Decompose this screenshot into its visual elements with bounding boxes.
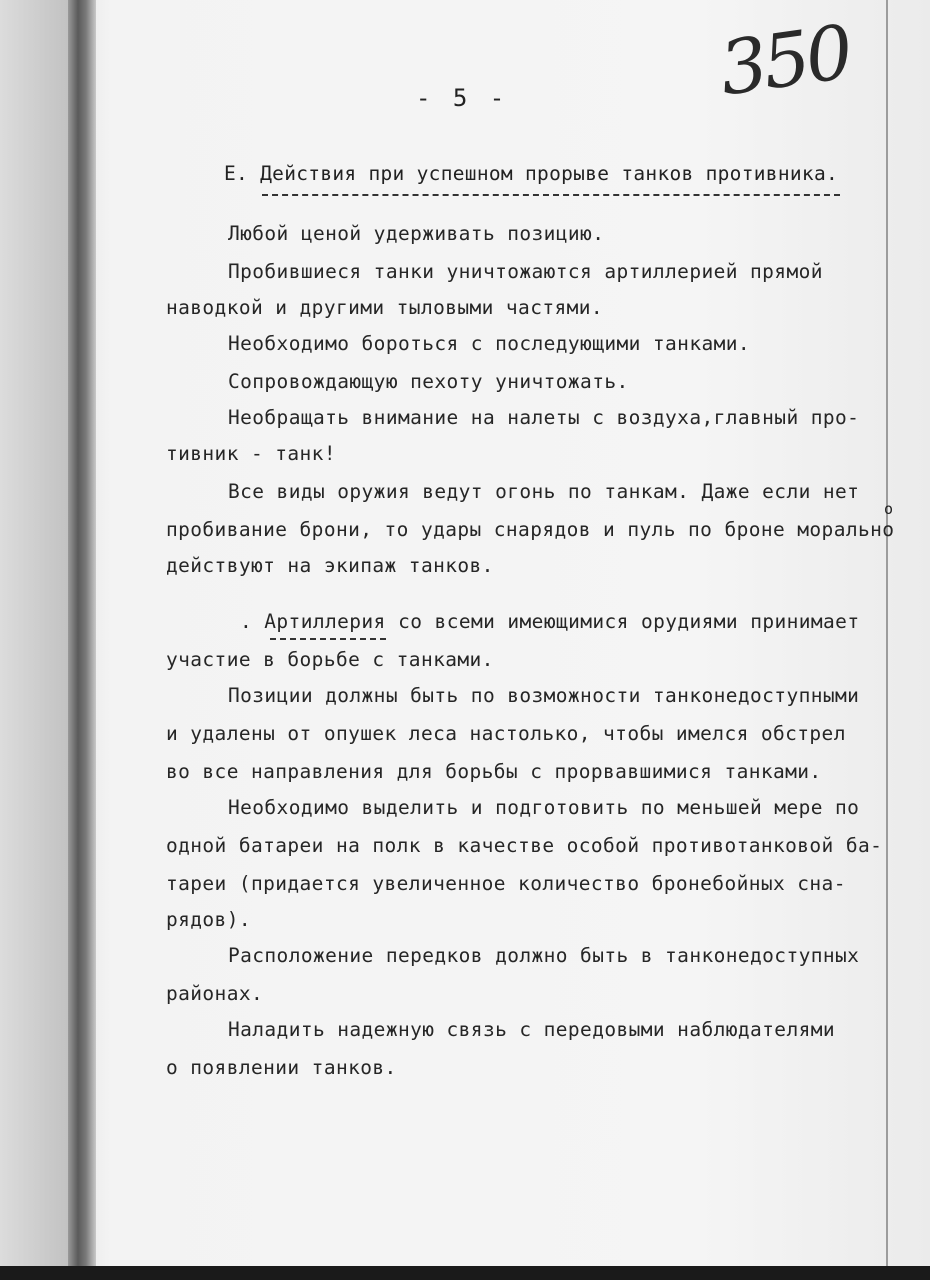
text-line: Необращать внимание на налеты с воздуха,главный про-	[228, 406, 860, 429]
text-line: участие в борьбе с танками.	[166, 648, 494, 671]
binding-shadow	[68, 0, 96, 1280]
handwritten-folio-number: 350	[714, 9, 855, 113]
text-line: Все виды оружия ведут огонь по танкам. Даже если нет	[228, 480, 860, 503]
text-line: районах.	[166, 982, 264, 1005]
text-line: Позиции должны быть по возможности танконедоступными	[228, 684, 860, 707]
text-line: Необходимо бороться с последующими танками.	[228, 332, 751, 355]
text-line: наводкой и другими тыловыми частями.	[166, 296, 604, 319]
stray-mark: о	[884, 500, 894, 518]
text-line: тивник - танк!	[166, 442, 336, 465]
page-number: - 5 -	[416, 84, 509, 112]
text-line: во все направления для борьбы с прорвавшимися танками.	[166, 760, 822, 783]
text-line: пробивание брони, то удары снарядов и пуль по броне морально	[166, 518, 895, 541]
scan-bottom-edge	[0, 1266, 930, 1280]
title-underline	[262, 194, 840, 196]
text-line: со всеми имеющимися орудиями принимает	[386, 610, 860, 633]
text-line: тареи (придается увеличенное количество бронебойных сна-	[166, 872, 846, 895]
text-line: Расположение передков должно быть в танконедоступных	[228, 944, 860, 967]
artillery-heading: . Артиллерия	[240, 610, 386, 633]
binding-edge	[0, 0, 68, 1280]
text-line: рядов).	[166, 908, 251, 931]
text-line: о появлении танков.	[166, 1056, 397, 1079]
text-line: Любой ценой удерживать позицию.	[228, 222, 605, 245]
text-line: действуют на экипаж танков.	[166, 554, 494, 577]
text-line: Необходимо выделить и подготовить по меньшей мере по	[228, 796, 860, 819]
text-line: Пробившиеся танки уничтожаются артиллерией прямой	[228, 260, 823, 283]
artillery-underline	[270, 638, 386, 640]
text-line: и удалены от опушек леса настолько, чтобы имелся обстрел	[166, 722, 846, 745]
page-right-edge	[886, 0, 888, 1280]
section-title: Е. Действия при успешном прорыве танков противника.	[224, 162, 839, 185]
text-line: Сопровождающую пехоту уничтожать.	[228, 370, 629, 393]
text-line: одной батареи на полк в качестве особой противотанковой ба-	[166, 834, 883, 857]
text-line: Наладить надежную связь с передовыми наблюдателями	[228, 1018, 835, 1041]
